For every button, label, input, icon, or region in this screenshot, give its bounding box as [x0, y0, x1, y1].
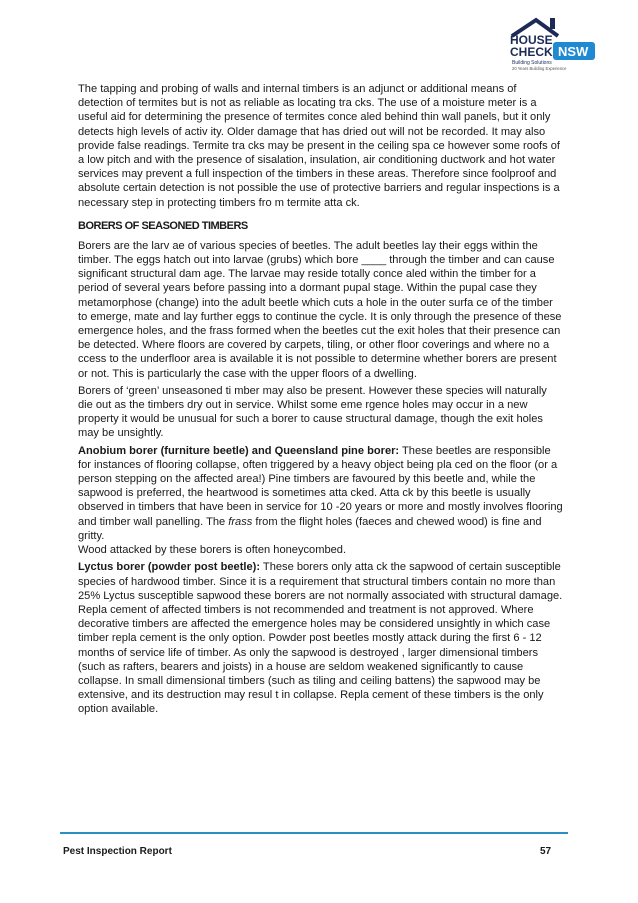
house-check-logo-icon — [498, 14, 604, 72]
paragraph-lyctus-borer — [78, 560, 564, 716]
footer-divider — [60, 832, 568, 834]
paragraph-honeycombed: Wood attacked by these borers is often honeycombed. — [78, 544, 347, 557]
anobium-text-end: from the flight holes (faeces and chewed wood) is fine and gritty. — [78, 515, 542, 542]
logo-tagline: 20 Years Building Experience — [512, 66, 567, 71]
report-body — [78, 82, 564, 717]
paragraph-anobium-borer — [78, 444, 564, 543]
footer-report-title: Pest Inspection Report — [63, 846, 172, 857]
footer-page-number: 57 — [540, 846, 552, 857]
paragraph-termite-detection: The tapping and probing of walls and internal timbers is an adjunct or additional means of detection of termites but is not as reliable as locating tra cks. The use of a moisture meter is a useful aid for determining the presence of termites conce aled behind thin wall panels, but it only detects high levels of activ ity. Older damage that has dried out will not be recorded. It may also provide false readings. Termite tra cks may be present in the ceiling spa ce however some roofs of a low pitch and with the presence of sisalation, insulation, air conditioning ductwork and hot water services may prevent a full inspection of the timbers in these areas. Therefore since foolproof and absolute certain detection is not possible the use of protective barriers and regular inspections is a necessary step in protecting timbers fro m termite atta ck. — [78, 83, 560, 209]
section-heading-borers: BORERS OF SEASONED TIMBERS — [78, 219, 248, 232]
anobium-heading: Anobium borer (furniture beetle) and Queensland pine borer: — [78, 444, 400, 457]
anobium-text: These beetles are responsible for instances of flooring collapse, often triggered by a heavy object being pla ced on the floor (or a person stepping on the affected area!) Pine timbers are favoured by this beetle and, while the sapwood is preferred, the heartwood is sometimes atta cked. Atta ck by this beetle is usually observed in timbers that have been in service for 10 -20 years or more and mostly involves flooring and timber wall panelling. The — [78, 444, 563, 528]
lyctus-heading: Lyctus borer (powder post beetle): — [78, 561, 261, 574]
lyctus-text: These borers only atta ck the sapwood of certain susceptible species of hardwood timber. Since it is a requirement that structural timbers contain no more than 25% Lyctus susceptible sapwood these borers are not normally associated with structural damage. Repla cement of affected timbers is not recommended and treatment is not approved. Where decorative timbers are affected the emergence holes may be considered unsightly in which case timber repla cement is the only option. Powder post beetles mostly attack during the first 6 - 12 months of service life of timber. As only the sapwood is destroyed , larger dimensional timbers (such as rafters, bearers and joists) in a house are seldom weakened significantly to cause collapse. In small dimensional timbers (such as tiling and ceiling battens) the sapwood may be extensive, and its destruction may resul t in collapse. Repla cement of these timbers is the only option available. — [78, 561, 563, 716]
company-logo — [498, 14, 604, 72]
frass-term: frass — [228, 515, 253, 528]
logo-word-house: HOUSE — [510, 33, 553, 47]
logo-subtitle: Building Solutions — [512, 60, 552, 66]
paragraph-borers-intro: Borers are the larv ae of various species of beetles. The adult beetles lay their eggs within the timber. The eggs hatch out into larvae (grubs) which bore ____ through the timber and can cause significant structural dam age. The larvae may reside totally conce aled within the timber for a period of several years before passing into a dormant pupal stage. Within the pupal case they metamorphose (change) into the adult beetle which cuts a hole in the outer surfa ce of the timber to emerge, mate and lay further eggs to continue the cycle. It is only through the presence of these emergence holes, and the frass formed when the beetles cut the exit holes that their presence can be detected. Where floors are covered by carpets, tiling, or other floor coverings and where no a ccess to the underfloor area is available it is not possible to determine whether borers are present or not. This is particularly the case with the upper floors of a dwelling. — [78, 239, 562, 380]
paragraph-green-timber: Borers of ‘green’ unseasoned ti mber may also be present. However these species will naturally die out as the timbers dry out in service. Whilst some eme rgence holes may occur in a new property it would be unusual for such a borer to cause structural damage, though the exit holes may be unsightly. — [78, 384, 547, 440]
logo-word-check: CHECK — [510, 45, 553, 59]
logo-badge-nsw: NSW — [558, 44, 589, 59]
